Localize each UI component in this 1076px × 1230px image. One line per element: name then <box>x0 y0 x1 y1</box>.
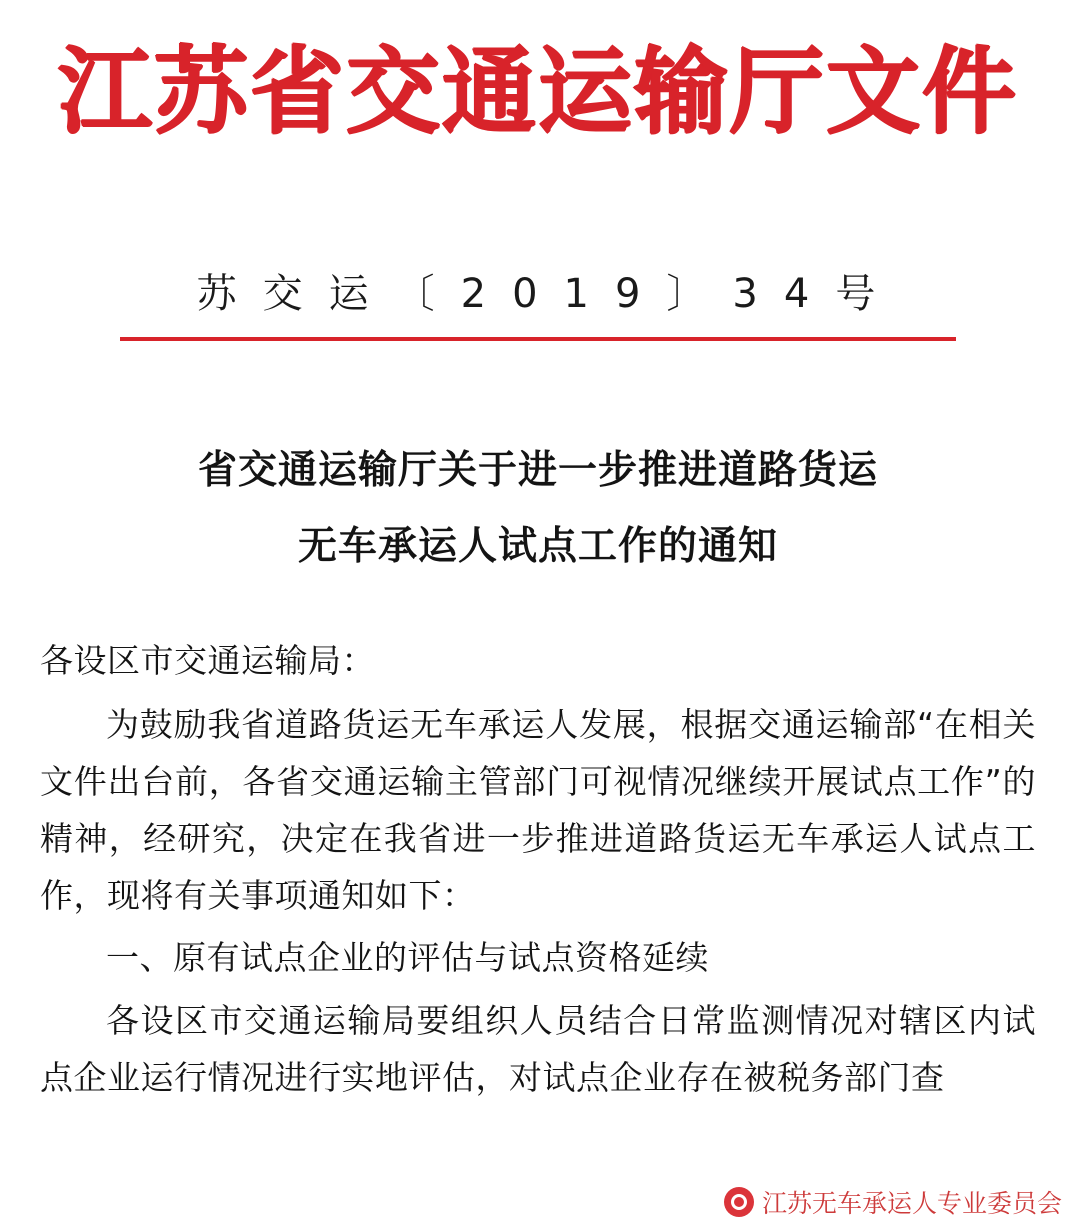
section-heading-1: 一、原有试点企业的评估与试点资格延续 <box>106 938 709 978</box>
document-number: 苏交运〔2019〕34号 <box>196 270 902 317</box>
circle-logo-icon <box>724 1187 754 1217</box>
watermark <box>724 1184 1062 1220</box>
document-number-block <box>0 262 1076 341</box>
red-divider-line <box>120 337 956 341</box>
body-paragraph-1: 为鼓励我省道路货运无车承运人发展，根据交通运输部“在相关文件出台前，各省交通运输主管部门可视情况继续开展试点工作”的精神，经研究，决定在我省进一步推进道路货运无车承运人试点工作，现将有关事项通知如下： <box>40 705 1036 915</box>
title-line-2: 无车承运人试点工作的通知 <box>297 523 778 569</box>
document-body <box>40 633 1036 1107</box>
masthead-title: 江苏省交通运输厅文件 <box>57 38 1018 147</box>
salutation: 各设区市交通运输局： <box>40 640 375 680</box>
body-paragraph-2: 各设区市交通运输局要组织人员结合日常监测情况对辖区内试点企业运行情况进行实地评估，对试点企业存在被税务部门查 <box>40 1001 1036 1097</box>
watermark-label: 江苏无车承运人专业委员会 <box>761 1189 1062 1218</box>
title-line-1: 省交通运输厅关于进一步推进道路货运 <box>197 447 878 493</box>
document-title <box>0 433 1076 585</box>
masthead <box>0 0 1076 147</box>
